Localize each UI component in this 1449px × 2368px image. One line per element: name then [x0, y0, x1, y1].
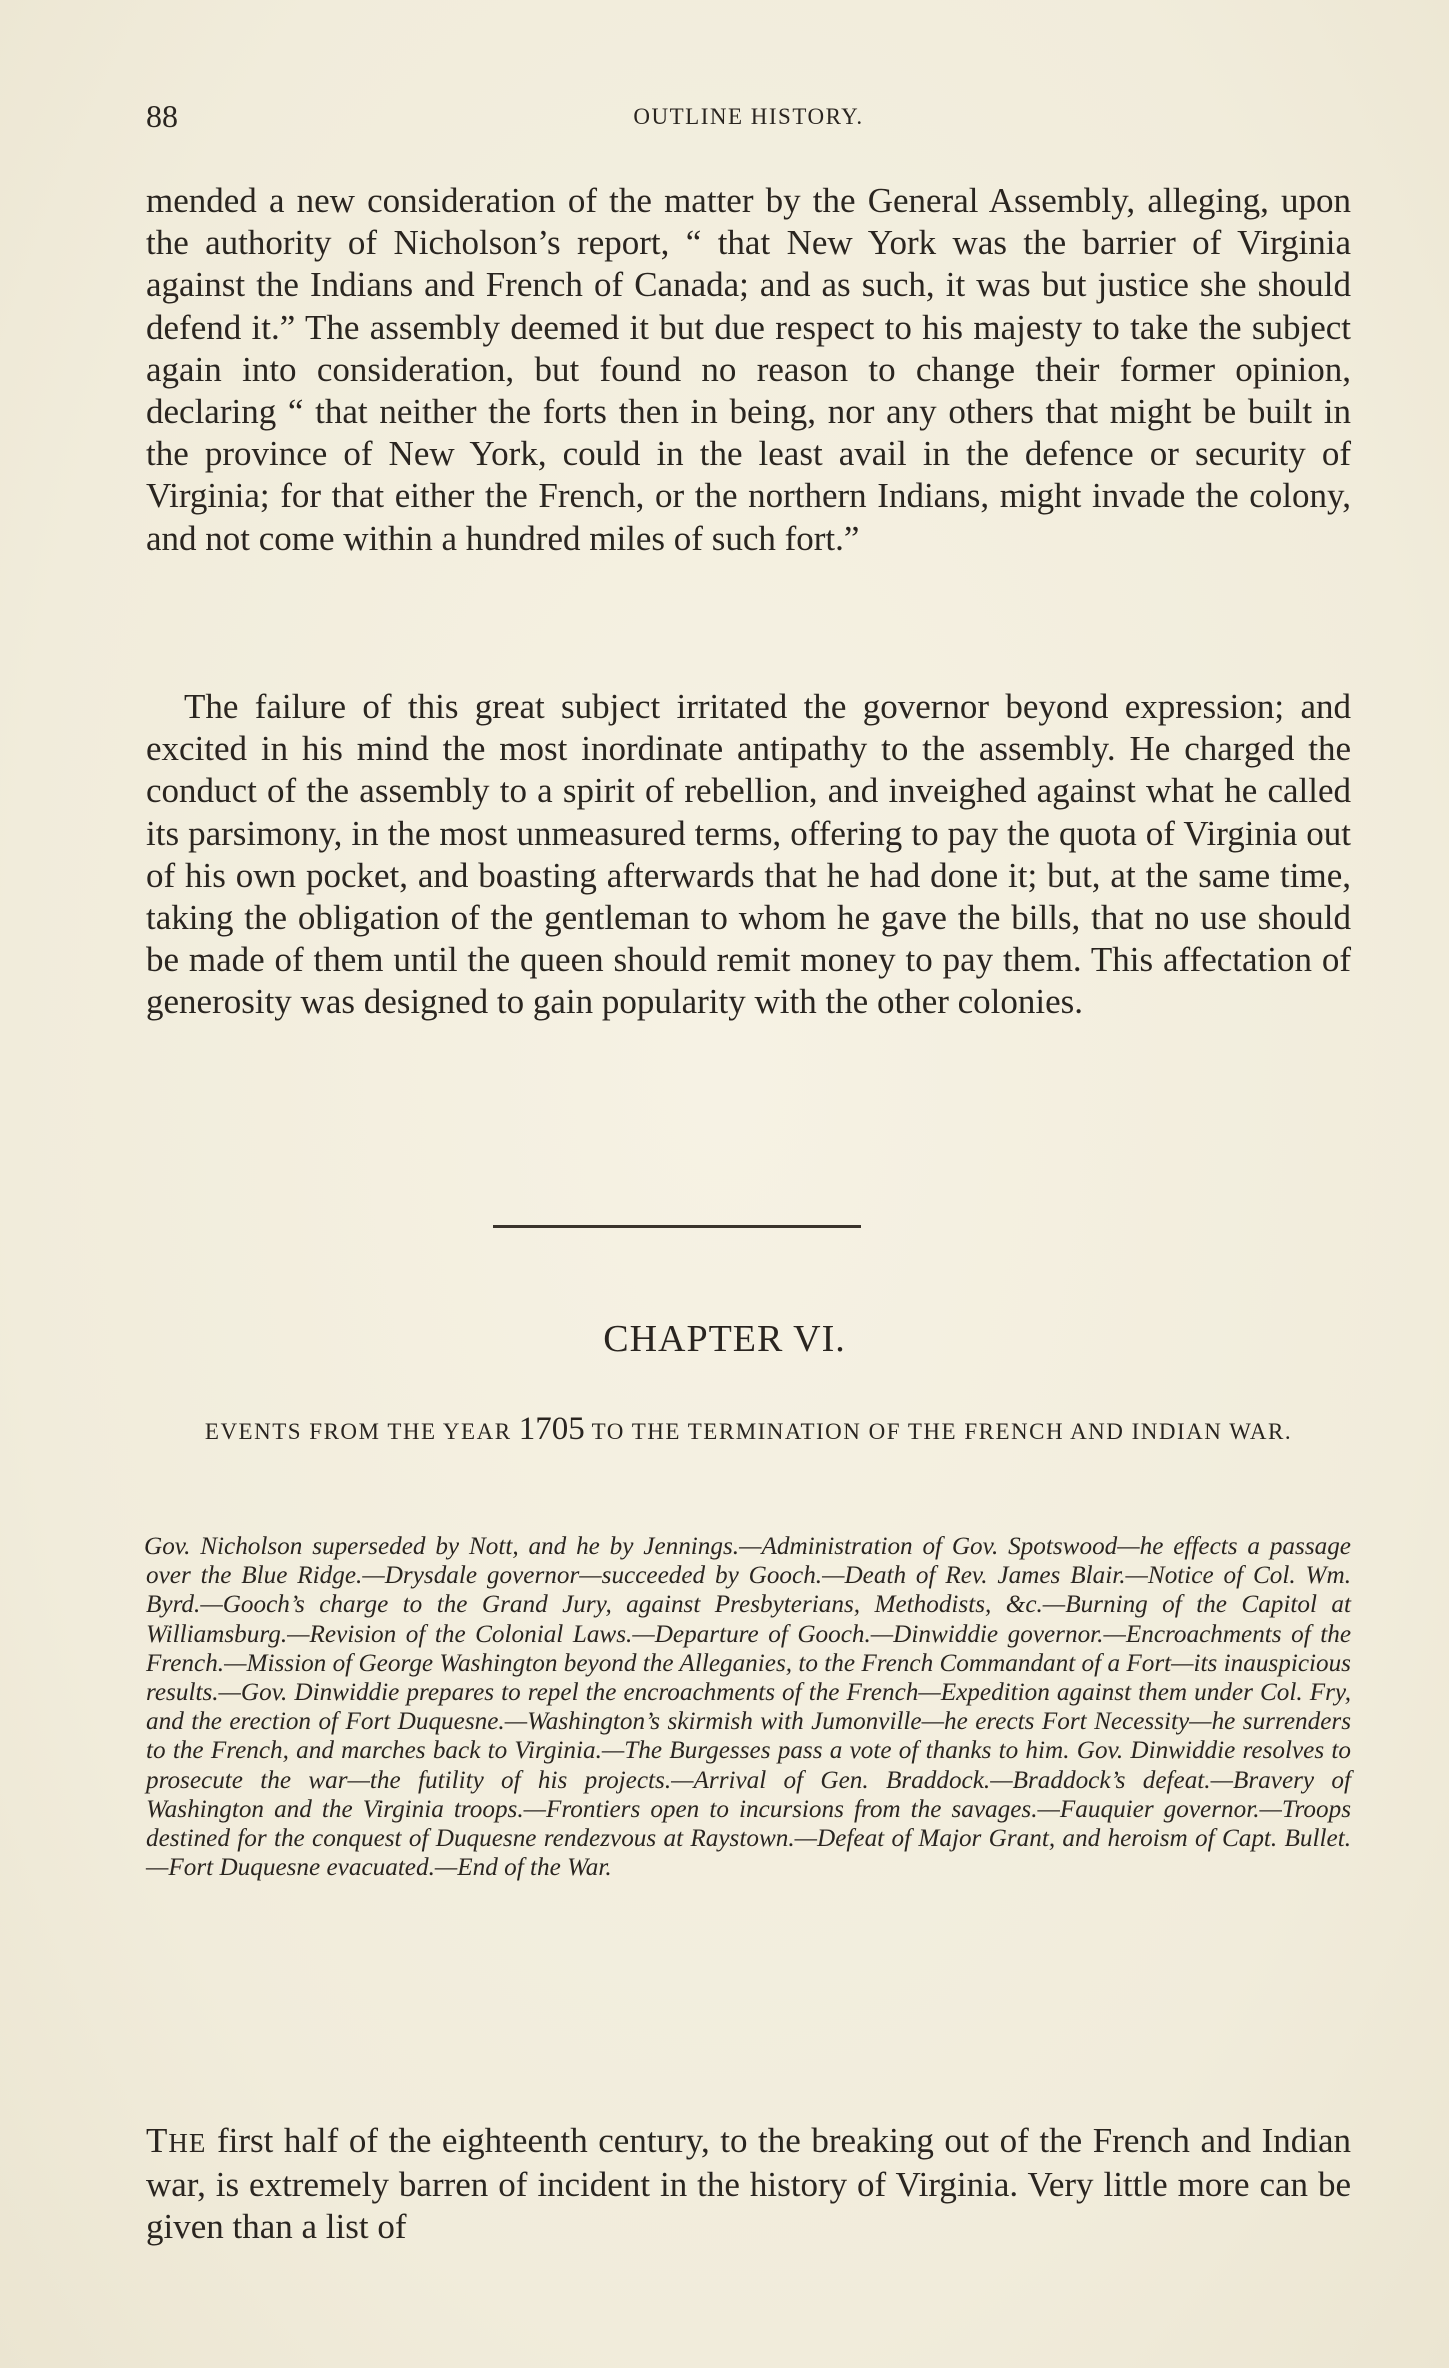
paragraph-governor-failure: The failure of this great subject irritated the governor beyond expression; and excited in his mind the most inordinate antipathy to the assembly. He charged the conduct of the assembly to a spirit of rebellion, and inveighed against what he called its parsimony, in the most unmeasured terms, offering to pay the quota of Virginia out of his own pocket, and boasting afterwards that he had done it; but, at the same time, taking the obligation of the gentleman to whom he gave the bills, that no use should be made of them until the queen should remit money to pay them. This affectation of generosity was designed to gain popularity with the other colonies. — [146, 687, 1351, 1022]
paragraph-continued: mended a new consideration of the matter by the General Assembly, alleging, upon the authority of Nicholson’s report, “ that New York was the barrier of Virginia against the Indians and French of Canada; and as such, it was but justice she should defend it.” The assembly deemed it but due respect to his majesty to take the subject again into consideration, but found no reason to change their former opinion, declaring “ that neither the forts then in being, nor any others that might be built in the province of New York, could in the least avail in the defence or security of Virginia; for that either the French, or the northern Indians, might invade the colony, and not come within a hundred miles of such fort.” — [146, 181, 1351, 558]
running-head — [146, 98, 1351, 138]
opening-initial-letter: T — [146, 2121, 169, 2160]
chapter-subtitle-suffix: TO THE TERMINATION OF THE FRENCH AND INDIAN WAR. — [584, 1419, 1293, 1444]
chapter-title: CHAPTER VI. — [603, 1318, 846, 1360]
chapter-synopsis: Gov. Nicholson superseded by Nott, and he by Jennings.—Administration of Gov. Spotswood—he effects a passage over the Blue Ridge.—Drysdale governor—succeeded by Gooch.—Death of Rev. James Blair.—Notice of Col. Wm. Byrd.—Gooch’s charge to the Grand Jury, against Presbyterians, Methodists, &c.—Burning of the Capitol at Williamsburg.—Revision of the Colonial Laws.—Departure of Gooch.—Dinwiddie governor.—Encroachments of the French.—Mission of George Washington beyond the Alleganies, to the French Commandant of a Fort—its inauspicious results.—Gov. Dinwiddie prepares to repel the encroachments of the French—Expedition against them under Col. Fry, and the erection of Fort Duquesne.—Washington’s skirmish with Jumonville—he erects Fort Necessity—he surrenders to the French, and marches back to Virginia.—The Burgesses pass a vote of thanks to him. Gov. Dinwiddie resolves to prosecute the war—the futility of his projects.—Arrival of Gen. Braddock.—Braddock’s defeat.—Bravery of Washington and the Virginia troops.—Frontiers open to incursions from the savages.—Fauquier governor.—Troops destined for the conquest of Duquesne rendezvous at Raystown.—Defeat of Major Grant, and heroism of Capt. Bullet.—Fort Duquesne evacuated.—End of the War. — [144, 1533, 1351, 1882]
opening-lead-rest: HE — [168, 2128, 207, 2158]
chapter-opening-paragraph — [146, 2120, 1351, 2249]
chapter-subtitle-year: 1705 — [518, 1411, 585, 1447]
running-title: OUTLINE HISTORY. — [633, 104, 864, 129]
opening-text: first half of the eighteenth century, to the breaking out of the French and Indian war, is extremely barren of incident in the history of Virginia. Very little more can be given than a list of — [146, 2121, 1351, 2247]
section-divider-rule — [493, 1225, 861, 1228]
chapter-subtitle — [146, 1408, 1351, 1453]
page-number: 88 — [146, 98, 178, 134]
opening-lead-word — [146, 2121, 207, 2160]
chapter-subtitle-prefix: EVENTS FROM THE YEAR — [204, 1419, 519, 1444]
